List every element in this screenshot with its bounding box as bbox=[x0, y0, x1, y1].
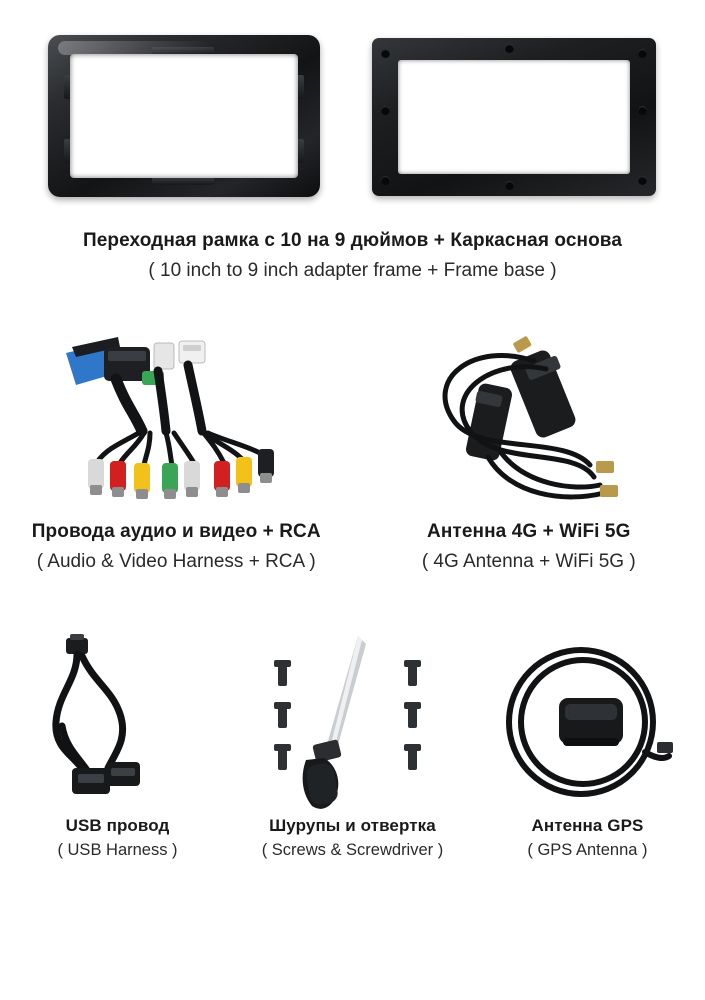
screws-caption-ru: Шурупы и отвертка bbox=[235, 815, 470, 836]
adapter-frame-image bbox=[48, 35, 320, 197]
audio-video-harness-art bbox=[0, 330, 353, 520]
screw-hole-icon bbox=[381, 176, 390, 185]
gps-antenna-art bbox=[470, 630, 705, 815]
item-usb-harness bbox=[0, 630, 235, 960]
screw-hole-icon bbox=[505, 44, 514, 53]
harness-caption-en: ( Audio & Video Harness + RCA ) bbox=[0, 550, 353, 575]
rca-plugs bbox=[88, 449, 274, 499]
item-gps-antenna bbox=[470, 630, 705, 960]
frames-row bbox=[0, 30, 705, 215]
screws-caption-en: ( Screws & Screwdriver ) bbox=[235, 840, 470, 861]
audio-video-harness-image bbox=[46, 335, 306, 515]
item-screws-screwdriver bbox=[235, 630, 470, 960]
item-4g-wifi-antenna bbox=[353, 330, 705, 630]
usb-caption-ru: USB провод bbox=[0, 815, 235, 836]
frame-tab-icon bbox=[294, 139, 304, 163]
section-accessories bbox=[0, 630, 705, 960]
screws-screwdriver-image bbox=[262, 630, 442, 815]
screws-screwdriver-art bbox=[235, 630, 470, 815]
screw-hole-icon bbox=[638, 106, 647, 115]
usb-harness-image bbox=[32, 630, 202, 815]
frames-caption-en: ( 10 inch to 9 inch adapter frame + Frame base ) bbox=[0, 259, 705, 284]
frame-tab-icon bbox=[64, 75, 74, 99]
item-audio-video-harness bbox=[0, 330, 353, 630]
antenna-caption-ru: Антенна 4G + WiFi 5G bbox=[353, 520, 705, 544]
gps-caption-en: ( GPS Antenna ) bbox=[470, 840, 705, 861]
frame-tab-icon bbox=[152, 47, 214, 55]
frames-caption bbox=[0, 229, 705, 283]
usb-harness-art bbox=[0, 630, 235, 815]
screw-hole-icon bbox=[638, 49, 647, 58]
frames-caption-ru: Переходная рамка с 10 на 9 дюймов + Каркасная основа bbox=[0, 229, 705, 253]
usb-caption-en: ( USB Harness ) bbox=[0, 840, 235, 861]
gps-caption-ru: Антенна GPS bbox=[470, 815, 705, 836]
gps-antenna-image bbox=[497, 630, 677, 815]
screw-hole-icon bbox=[638, 176, 647, 185]
4g-wifi-antenna-image bbox=[414, 335, 644, 515]
product-accessories-infographic bbox=[0, 30, 705, 1000]
frame-tab-icon bbox=[152, 177, 214, 185]
frame-tab-icon bbox=[294, 75, 304, 99]
screw-hole-icon bbox=[381, 49, 390, 58]
harness-caption-ru: Провода аудио и видео + RCA bbox=[0, 520, 353, 544]
4g-wifi-antenna-art bbox=[353, 330, 705, 520]
frame-base-image bbox=[372, 38, 656, 196]
screw-hole-icon bbox=[505, 181, 514, 190]
section-frames bbox=[0, 30, 705, 330]
screw-hole-icon bbox=[381, 106, 390, 115]
section-harness-antenna bbox=[0, 330, 705, 630]
frame-tab-icon bbox=[64, 139, 74, 163]
antenna-caption-en: ( 4G Antenna + WiFi 5G ) bbox=[353, 550, 705, 575]
